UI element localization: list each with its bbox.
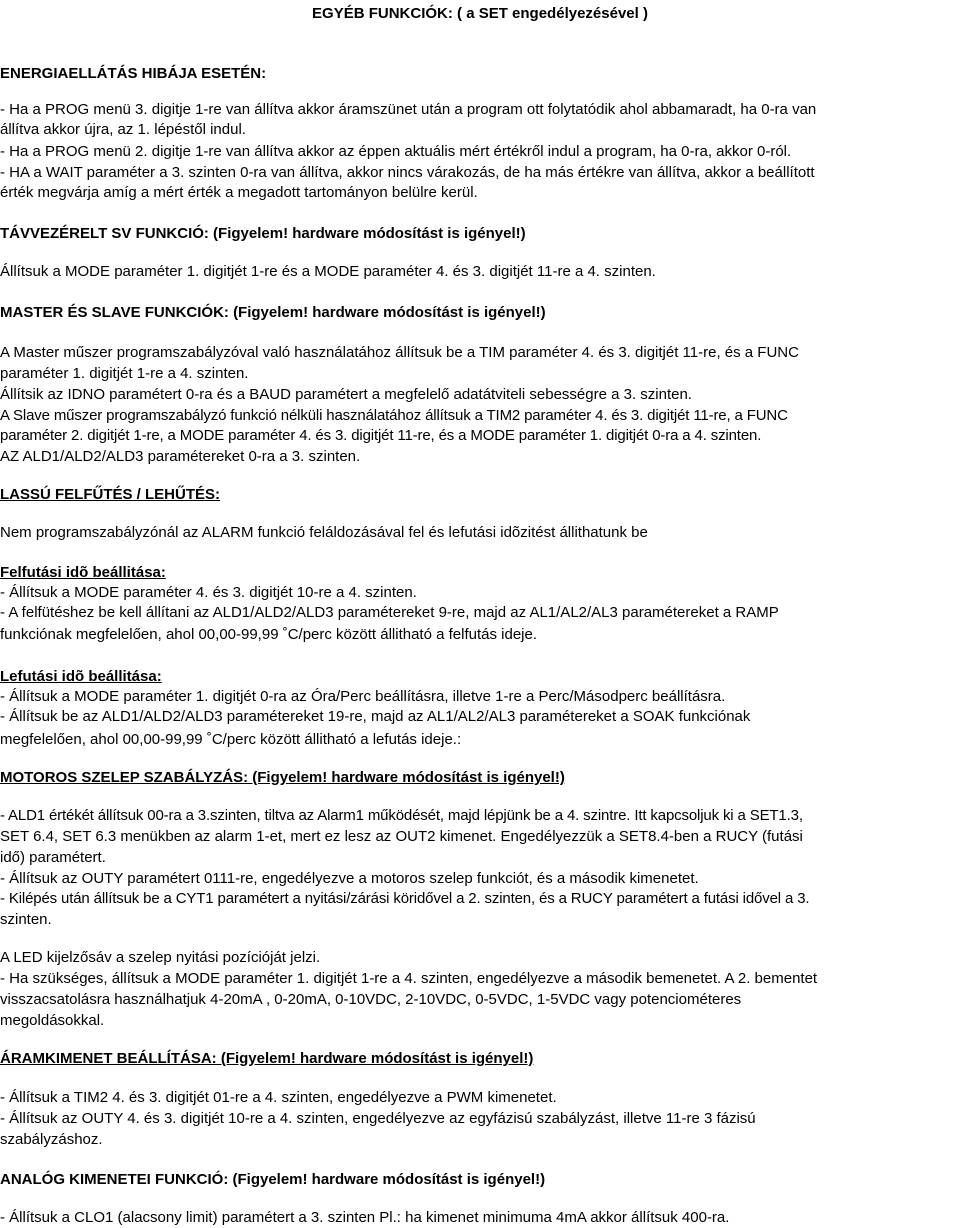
text-line: AZ ALD1/ALD2/ALD3 paramétereket 0-ra a 3. szinten. — [0, 448, 361, 465]
text-line: - Állítsuk az OUTY 4. és 3. digitjét 10-re a 4. szinten, engedélyezve az egyfázisú szabályzást, illetve 11-re 3 fázisú — [0, 1110, 756, 1127]
text-line: - Kilépés után állítsuk be a CYT1 paramétert a nyitási/zárási köridővel a 2. szinten, és a RUCY paramétert a futási idővel a 3. — [0, 890, 810, 907]
text-line: megoldásokkal. — [0, 1012, 105, 1029]
text-line: paraméter 1. digitjét 1-re a 4. szinten. — [0, 365, 249, 382]
text-line: A LED kijelzősáv a szelep nyitási pozícióját jelzi. — [0, 949, 321, 966]
section-heading-current-output: ÁRAMKIMENET BEÁLLÍTÁSA: (Figyelem! hardware módosítást is igényel!) — [0, 1050, 534, 1067]
text-line: - Ha a PROG menü 2. digitje 1-re van állítva akkor az éppen aktuális mért értékről indul a program, ha 0-ra, akkor 0-ról. — [0, 143, 792, 160]
text-line: - A felfütéshez be kell állítani az ALD1/ALD2/ALD3 paramétereket 9-re, majd az AL1/AL2/AL3 paramétereket a RAMP — [0, 604, 779, 621]
text-line: - HA a WAIT paraméter a 3. szinten 0-ra van állítva, akkor nincs várakozás, de ha más értékre van állítva, akkor a beállított — [0, 164, 815, 181]
text-line: - Állítsuk be az ALD1/ALD2/ALD3 paramétereket 19-re, majd az AL1/AL2/AL3 paramétereket a SOAK funkciónak — [0, 708, 751, 725]
text-line: visszacsatolásra használhatjuk 4-20mA , 0-20mA, 0-10VDC, 2-10VDC, 0-5VDC, 1-5VDC vagy potenciométeres — [0, 991, 742, 1008]
text-line: funkciónak megfelelően, ahol 00,00-99,99 ˚C/perc között állitható a felfutás ideje. — [0, 626, 537, 643]
text-line: Állítsuk a MODE paraméter 1. digitjét 1-re és a MODE paraméter 4. és 3. digitjét 11-re a 4. szinten. — [0, 263, 656, 280]
text-line: szabályzáshoz. — [0, 1131, 103, 1148]
text-line: SET 6.4, SET 6.3 menükben az alarm 1-et, mert ez lesz az OUT2 kimenet. Engedélyezzük a SET8.4-ben a RUCY (futási — [0, 828, 803, 845]
text-line: Nem programszabályzónál az ALARM funkció feláldozásával fel és lefutási idõzitést állithatunk be — [0, 524, 648, 541]
text-line: - Ha a PROG menü 3. digitje 1-re van állítva akkor áramszünet után a program ott folytatódik ahol abbamaradt, ha 0-ra van — [0, 101, 817, 118]
subheading-fall-time: Lefutási idõ beállitása: — [0, 668, 162, 685]
text-line: - Állítsuk a MODE paraméter 1. digitjét 0-ra az Óra/Perc beállításra, illetve 1-re a Perc/Másodperc beállításra. — [0, 688, 726, 705]
text-line: állítva akkor újra, az 1. lépéstől indul. — [0, 121, 246, 138]
text-line: - ALD1 értékét állítsuk 00-ra a 3.szinten, tiltva az Alarm1 működését, majd lépjünk be a 4. szintre. Itt kapcsoljuk ki a SET1.3, — [0, 807, 803, 824]
section-heading-slow-heating: LASSÚ FELFŰTÉS / LEHŰTÉS: — [0, 486, 221, 503]
section-heading-remote-sv: TÁVVEZÉRELT SV FUNKCIÓ: (Figyelem! hardware módosítást is igényel!) — [0, 225, 526, 242]
text-line: érték megvárja amíg a mért érték a megadott tartományon belülre kerül. — [0, 184, 478, 201]
page-title: EGYÉB FUNKCIÓK: ( a SET engedélyezésével ) — [312, 5, 648, 22]
text-line: megfelelően, ahol 00,00-99,99 ˚C/perc között állitható a lefutás ideje.: — [0, 731, 462, 748]
section-heading-master-slave: MASTER ÉS SLAVE FUNKCIÓK: (Figyelem! hardware módosítást is igényel!) — [0, 304, 546, 321]
text-line: - Állítsuk a CLO1 (alacsony limit) paramétert a 3. szinten Pl.: ha kimenet minimuma 4mA akkor állítsuk 400-ra. — [0, 1209, 730, 1226]
subheading-rise-time: Felfutási idõ beállitása: — [0, 564, 166, 581]
text-line: - Állítsuk a TIM2 4. és 3. digitjét 01-re a 4. szinten, engedélyezve a PWM kimenetet. — [0, 1089, 557, 1106]
text-line: paraméter 2. digitjét 1-re, a MODE paraméter 4. és 3. digitjét 11-re, és a MODE paraméter 1. digitjét 0-ra a 4. szinten. — [0, 427, 762, 444]
section-heading-analog-output: ANALÓG KIMENETEI FUNKCIÓ: (Figyelem! hardware módosítást is igényel!) — [0, 1171, 546, 1188]
text-line: Állítsik az IDNO paramétert 0-ra és a BAUD paramétert a megfelelő adatátviteli sebességre a 3. szinten. — [0, 386, 692, 403]
text-line: idő) paramétert. — [0, 849, 106, 866]
section-heading-motor-valve: MOTOROS SZELEP SZABÁLYZÁS: (Figyelem! hardware módosítást is igényel!) — [0, 769, 565, 786]
section-heading-power-failure: ENERGIAELLÁTÁS HIBÁJA ESETÉN: — [0, 65, 267, 82]
text-line: - Állítsuk az OUTY paramétert 0111-re, engedélyezve a motoros szelep funkciót, és a második kimenetet. — [0, 870, 699, 887]
text-line: szinten. — [0, 911, 52, 928]
text-line: A Master műszer programszabályzóval való használatához állítsuk be a TIM paraméter 4. és 3. digitjét 11-re, és a FUNC — [0, 344, 799, 361]
text-line: - Állítsuk a MODE paraméter 4. és 3. digitjét 10-re a 4. szinten. — [0, 584, 417, 601]
text-line: A Slave műszer programszabályzó funkció nélküli használatához állítsuk a TIM2 paraméter 4. és 3. digitjét 11-re, a FUNC — [0, 407, 788, 424]
text-line: - Ha szükséges, állítsuk a MODE paraméter 1. digitjét 1-re a 4. szinten, engedélyezve a második bemenetet. A 2. bementet — [0, 970, 818, 987]
